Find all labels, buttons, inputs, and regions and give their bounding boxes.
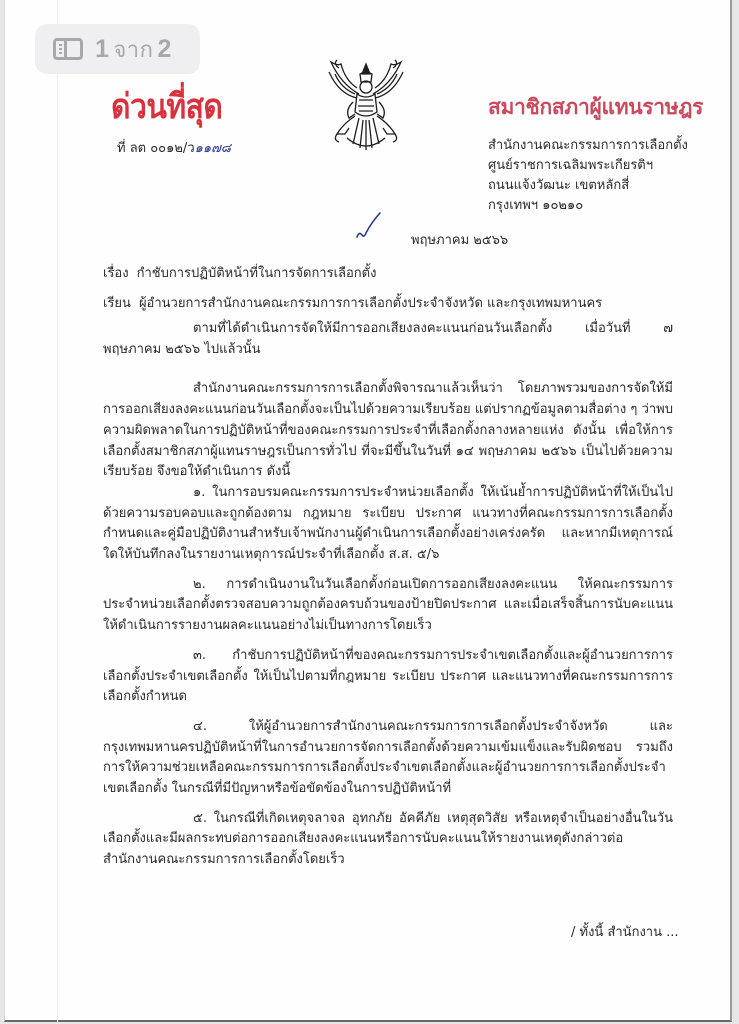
recipient-label: เรียน — [103, 296, 131, 311]
document-page[interactable] — [4, 0, 732, 1022]
address-line: ถนนแจ้งวัฒนะ เขตหลักสี่ — [488, 178, 630, 193]
sender-address — [488, 136, 688, 216]
sidebar-toggle-icon[interactable] — [53, 38, 83, 60]
document-number-prefix: ที่ ลต ๐๐๑๒/ว — [117, 141, 195, 156]
recipient-text: ผู้อำนวยการสำนักงานคณะกรรมการการเลือกตั้งประจำจังหวัด และกรุงเทพมหานคร — [138, 296, 603, 311]
document-date — [375, 229, 509, 250]
address-line: กรุงเทพฯ ๑๐๒๑๐ — [488, 198, 584, 213]
subject-text: กำชับการปฏิบัติหน้าที่ในการจัดการเลือกตั้ง — [136, 266, 377, 281]
numbered-item-2: ๒. การดำเนินงานในวันเลือกตั้งก่อนเปิดการออกเสียงลงคะแนน ให้คณะกรรมการประจำหน่วยเลือกตั้งตรวจสอบความถูกต้องครบถ้วนของป้ายปิดประกาศ และเมื่อเสร็จสิ้นการนับคะแนนให้ดำเนินการรายงานผลคะแนนอย่างไม่เป็นทางการโดยเร็ว — [103, 576, 673, 634]
page-separator: จาก — [113, 37, 154, 63]
address-line: สำนักงานคณะกรรมการการเลือกตั้ง — [488, 138, 688, 153]
document-number-handwritten: ๑๑๗๘ — [194, 141, 231, 156]
total-pages: 2 — [157, 34, 172, 63]
document-number — [117, 137, 231, 158]
numbered-item-4: ๔. ให้ผู้อำนวยการสำนักงานคณะกรรมการการเลือกตั้งประจำจังหวัด และกรุงเทพมหานครปฏิบัติหน้าที่ในการอำนวยการจัดการเลือกตั้งด้วยความเข้มแข็งและรับผิดชอบ รวมถึงการให้ความช่วยเหลือคณะกรรมการการเลือกตั้งประจำเขตเลือกตั้งและผู้อำนวยการการเลือกตั้งประจำเขตเลือกตั้ง ในกรณีที่มีปัญหาหรือข้อขัดข้องในการปฏิบัติหน้าที่ — [103, 718, 673, 797]
numbered-item-3: ๓. กำชับการปฏิบัติหน้าที่ของคณะกรรมการประจำเขตเลือกตั้งและผู้อำนวยการการเลือกตั้งประจำเขตเลือกตั้ง ให้เป็นไปตามที่กฎหมาย ระเบียบ ประกาศ และแนวทางที่คณะกรรมการการเลือกตั้งกำหนด — [103, 647, 673, 705]
continuation-marker: / ทั้งนี้ สำนักงาน ... — [571, 925, 679, 940]
handwritten-day-mark-icon — [353, 211, 383, 241]
subject-label: เรื่อง — [103, 266, 129, 281]
recipient-stamp: สมาชิกสภาผู้แทนราษฎร — [488, 95, 704, 119]
numbered-item-1: ๑. ในการอบรมคณะกรรมการประจำหน่วยเลือกตั้ง ให้เน้นย้ำการปฏิบัติหน้าที่ให้เป็นไปด้วยความรอบคอบและถูกต้องตาม กฎหมาย ระเบียบ ประกาศ แนวทางที่คณะกรรมการการเลือกตั้งกำหนดและคู่มือปฏิบัติงานสำหรับเจ้าพนักงานผู้ดำเนินการเลือกตั้งอย่างเคร่งครัด และหากมีเหตุการณ์ใดให้บันทึกลงในรายงานเหตุการณ์ประจำที่เลือกตั้ง ส.ส. ๕/๖ — [103, 484, 673, 563]
urgency-stamp: ด่วนที่สุด — [111, 86, 223, 128]
subject-line — [103, 262, 376, 283]
recipient-line — [103, 292, 602, 313]
garuda-emblem-icon — [323, 54, 409, 158]
page-indicator[interactable] — [35, 24, 200, 74]
intro-paragraph: ตามที่ได้ดำเนินการจัดให้มีการออกเสียงลงคะแนนก่อนวันเลือกตั้ง เมื่อวันที่ ๗ พฤษภาคม ๒๕๖๖ ไปแล้วนั้น — [103, 321, 673, 357]
scan-fold-line — [57, 0, 58, 1022]
address-line: ศูนย์ราชการเฉลิมพระเกียรติฯ — [488, 158, 654, 173]
numbered-item-5: ๕. ในกรณีที่เกิดเหตุจลาจล อุทกภัย อัคคีภัย เหตุสุดวิสัย หรือเหตุจำเป็นอย่างอื่นในวันเลือกตั้งและมีผลกระทบต่อการออกเสียงลงคะแนนหรือการนับคะแนนให้รายงานเหตุดังกล่าวต่อสำนักงานคณะกรรมการการเลือกตั้งโดยเร็ว — [103, 810, 673, 868]
page-counter — [95, 32, 172, 67]
date-text: พฤษภาคม ๒๕๖๖ — [411, 233, 509, 248]
letter-body — [103, 319, 673, 871]
consideration-paragraph: สำนักงานคณะกรรมการการเลือกตั้งพิจารณาแล้วเห็นว่า โดยภาพรวมของการจัดให้มีการออกเสียงลงคะแนนก่อนวันเลือกตั้งจะเป็นไปด้วยความเรียบร้อย แต่ปรากฏข้อมูลตามสื่อต่าง ๆ ว่าพบความผิดพลาดในการปฏิบัติหน้าที่ของคณะกรรมการประจำที่เลือกตั้งกลางหลายแห่ง ดังนั้น เพื่อให้การเลือกตั้งสมาชิกสภาผู้แทนราษฎรเป็นการทั่วไป ที่จะมีขึ้นในวันที่ ๑๔ พฤษภาคม ๒๕๖๖ เป็นไปด้วยความเรียบร้อย จึงขอให้ดำเนินการ ดังนี้ — [103, 381, 673, 480]
current-page: 1 — [95, 34, 110, 63]
